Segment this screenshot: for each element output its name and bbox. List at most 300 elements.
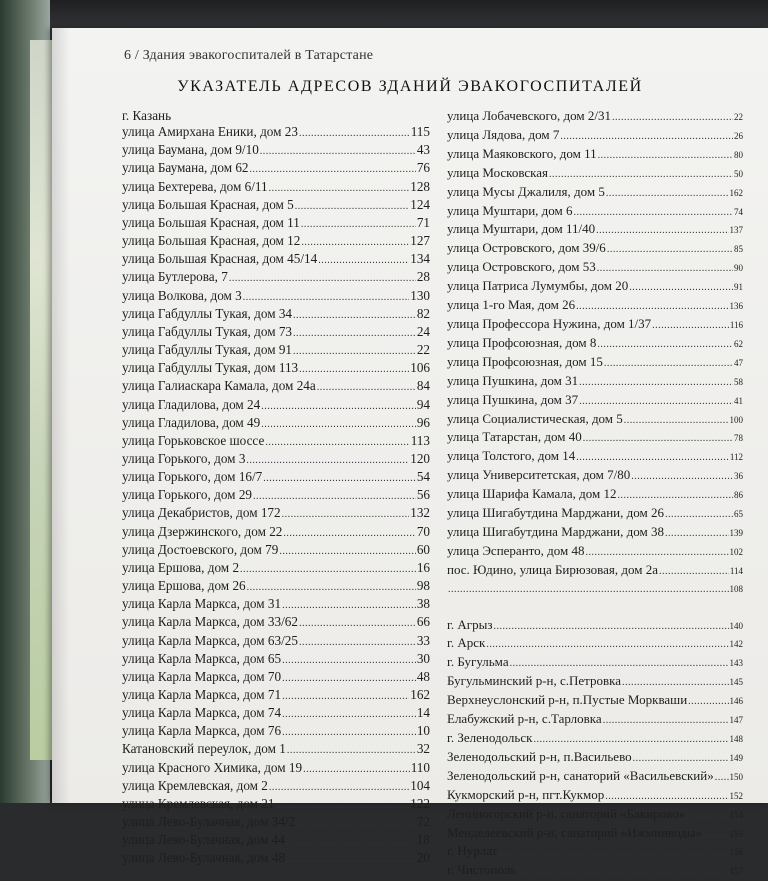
entry-name: улица Декабристов, дом 172 [122,505,281,521]
index-entry [447,654,743,673]
dot-leader [493,619,728,636]
index-entry [447,806,743,825]
dot-leader [282,707,416,723]
dot-leader [261,399,416,415]
dot-leader [686,808,728,825]
entry-name: улица Красного Химика, дом 19 [122,759,303,775]
entry-name: улица Галиаскара Камала, дом 24а [122,378,316,394]
dot-leader [318,253,409,269]
entry-name: улица Эсперанто, дом 48 [447,542,585,558]
entry-page-number: 149 [729,752,743,763]
index-entry [122,796,430,814]
entry-name: улица Бутлерова, 7 [122,269,228,285]
entry-page-number: 94 [416,396,430,412]
entry-page-number: 145 [729,677,743,688]
index-entry [122,288,430,306]
dot-leader [269,181,410,197]
entry-name: улица Профсоюзная, дом 8 [447,334,597,350]
dot-leader [703,827,729,844]
index-entry [447,297,743,316]
dot-leader [579,375,733,392]
index-entry [122,469,430,487]
index-entry [447,562,743,581]
entry-name: Лениногорский р-н, санаторий «Бакирово» [447,805,686,821]
index-entry [122,215,430,233]
entry-page-number: 47 [734,357,743,368]
dot-leader [549,167,733,184]
entry-page-number: 20 [416,850,430,866]
dot-leader [301,217,416,233]
entry-name: улица Карла Маркса, дом 70 [122,668,282,684]
index-entry [447,749,743,768]
dot-leader [240,562,416,578]
dot-leader [665,526,729,543]
dot-leader [293,326,416,342]
entry-page-number: 155 [729,828,743,839]
entry-name: улица Социалистическая, дом 5 [447,410,623,426]
spine-shadow [52,28,70,803]
index-entry [122,524,430,542]
index-entry [122,179,430,197]
entry-page-number: 82 [416,305,430,321]
entry-page-number: 130 [410,287,430,303]
entry-page-number: 147 [729,715,743,726]
dot-leader [560,129,733,146]
entry-page-number: 22 [416,342,430,358]
entry-page-number: 14 [416,705,430,721]
entry-page-number: 136 [729,301,743,312]
dot-leader [299,126,410,142]
entry-name: улица Габдуллы Тукая, дом 34 [122,305,293,321]
entry-page-number: 84 [416,378,430,394]
entry-name: улица Карла Маркса, дом 71 [122,687,282,702]
index-entry [122,633,430,651]
index-entry [122,160,430,178]
entry-name: улица Большая Красная, дом 12 [122,233,301,249]
entry-page-number: 65 [734,509,743,520]
dot-leader [498,845,728,862]
index-entry [122,651,430,669]
entry-page-number: 162 [729,187,743,198]
dot-leader [286,834,416,850]
dot-leader [688,694,728,711]
dot-leader [282,507,410,523]
entry-name: улица Достоевского, дом 79 [122,541,279,557]
entry-page-number: 116 [729,319,743,330]
running-head: 6 / Здания эвакогоспиталей в Татарстане [124,48,374,63]
entry-name: Катановский переулок, дом 1 [122,741,286,757]
index-entry [122,142,430,160]
entry-name: улица Островского, дом 53 [447,259,596,275]
entry-page-number: 50 [734,168,743,179]
entry-page-number: 114 [729,565,743,576]
entry-name: улица Муштари, дом 6 [447,202,573,218]
index-entry [447,335,743,354]
entry-page-number: 148 [729,734,743,744]
dot-leader [229,271,416,287]
right-column [447,108,743,881]
dot-leader [624,413,729,430]
dot-leader [596,223,728,240]
page-title: УКАЗАТЕЛЬ АДРЕСОВ ЗДАНИЙ ЭВАКОГОСПИТАЛЕЙ [177,78,643,95]
index-entry [122,360,430,378]
entry-page-number: 70 [416,523,430,539]
index-entry [122,306,430,324]
index-entry [447,354,743,373]
dot-leader [246,453,409,469]
entry-page-number: 66 [416,614,430,630]
entry-page-number: 16 [416,559,430,575]
dot-leader [260,144,416,160]
right-column-regions [447,617,743,881]
entry-name: улица Волкова, дом 3 [122,287,242,303]
entry-page-number: 33 [416,632,430,648]
dot-leader [286,852,416,868]
entry-page-number: 38 [416,596,430,612]
entry-name: улица Лядова, дом 7 [447,126,560,142]
index-entry [122,578,430,596]
dot-leader [279,544,416,560]
dot-leader [247,580,416,596]
index-entry [447,862,743,881]
index-entry [122,233,430,251]
dot-leader [622,675,728,692]
entry-page-number: 152 [729,790,743,801]
left-column [122,108,430,869]
dot-leader [253,489,416,505]
entry-name: г. Казань [122,108,172,123]
index-entry [447,429,743,448]
entry-name: улица Горького, дом 16/7 [122,469,263,485]
entry-page-number: 28 [416,269,430,285]
entry-name: улица Горьковское шоссе [122,432,265,448]
entry-name: улица Патриса Лумумбы, дом 20 [447,278,629,294]
entry-name: улица 1-го Мая, дом 26 [447,297,576,313]
entry-name: улица Гладилова, дом 49 [122,414,261,430]
entry-name: г. Арск [447,635,486,651]
entry-page-number: 72 [416,814,430,830]
entry-page-number: 120 [410,450,430,466]
dot-leader [295,199,409,215]
entry-page-number: 74 [734,206,743,217]
dot-leader [665,507,733,524]
index-entry [447,127,743,146]
dot-leader [574,205,733,222]
entry-name: улица Дзержинского, дом 22 [122,523,283,539]
entry-name: улица Бехтерева, дом 6/11 [122,178,268,194]
dot-leader [631,469,733,486]
index-entry [122,197,430,215]
index-entry [122,850,430,868]
dot-leader [576,450,729,467]
entry-name: улица Толстого, дом 14 [447,448,576,464]
entry-name: Кукморский р-н, пгт.Кукмор [447,786,605,802]
index-entry [447,505,743,524]
dot-leader [629,280,733,297]
entry-name: улица Ершова, дом 26 [122,578,246,594]
index-entry [447,825,743,844]
entry-name: улица Карла Маркса, дом 65 [122,650,282,666]
entry-name: улица Шигабутдина Марджани, дом 38 [447,523,664,539]
index-entry [122,433,430,451]
entry-name: пос. Юдино, улица Бирюзовая, дом 2а [447,561,658,577]
dot-leader [597,261,733,278]
entry-page-number: 58 [734,376,743,387]
index-entry [122,814,430,832]
index-entry [122,269,430,287]
dot-leader [517,864,728,881]
entry-name: улица Пушкина, дом 31 [447,372,579,388]
entry-page-number: 112 [729,452,743,463]
entry-name: г. Чистополь [447,862,517,878]
entry-page-number: 142 [729,639,743,650]
dot-leader [606,186,729,203]
dot-leader [510,656,729,673]
index-entry [447,843,743,862]
dot-leader [299,635,416,651]
entry-page-number: 127 [410,233,430,249]
index-entry [447,108,743,127]
index-entry [447,316,743,335]
dot-leader [276,798,410,814]
entry-name: улица Большая Красная, дом 45/14 [122,251,318,267]
index-entry [447,448,743,467]
dot-leader [659,564,729,581]
dot-leader [296,816,416,832]
dot-leader [243,290,409,306]
entry-name: Верхнеуслонский р-н, п.Пустые Моркваши [447,692,688,708]
entry-page-number: 90 [734,263,743,274]
entry-page-number: 134 [410,251,430,267]
index-entry [447,373,743,392]
index-entry [447,768,743,787]
index-entry [122,560,430,578]
entry-name: улица Баумана, дом 9/10 [122,142,259,158]
book-page [52,28,768,878]
index-entry [447,543,743,562]
index-entry [447,259,743,278]
dot-leader [597,337,733,354]
entry-page-number: 124 [410,196,430,212]
dot-leader [301,235,409,251]
entry-page-number: 139 [729,527,743,538]
entry-page-number: 62 [734,338,743,349]
entry-name: Бугульминский р-н, с.Петровка [447,673,622,689]
entry-name: Зеленодольский р-н, санаторий «Васильевский» [447,767,714,783]
entry-page-number: 36 [734,471,743,482]
dot-leader [282,725,416,741]
dot-leader [293,308,416,324]
entry-page-number: 108 [729,583,743,594]
entry-name: г. Бугульма [447,654,509,670]
entry-name: улица Горького, дом 29 [122,487,253,503]
entry-name: Елабужский р-н, с.Тарловка [447,711,602,727]
entry-page-number: 106 [410,360,430,376]
entry-name: г. Зеленодольск [447,730,533,745]
entry-page-number: 54 [416,469,430,485]
entry-page-number: 104 [410,777,430,793]
entry-page-number: 154 [729,809,743,820]
index-entry [447,240,743,259]
dot-leader [293,344,416,360]
index-entry [447,730,743,749]
entry-name: улица Гладилова, дом 24 [122,396,261,412]
entry-page-number: 18 [416,832,430,848]
entry-page-number: 43 [416,142,430,158]
entry-page-number: 115 [410,124,430,140]
entry-name: улица Карла Маркса, дом 33/62 [122,614,298,630]
entry-page-number: 76 [416,160,430,176]
dot-leader [299,616,416,632]
entry-page-number: 60 [416,541,430,557]
entry-name: улица Габдуллы Тукая, дом 73 [122,323,293,339]
entry-name: улица Габдуллы Тукая, дом 91 [122,342,293,358]
entry-name: улица Карла Маркса, дом 63/25 [122,632,298,648]
dot-leader [605,789,728,806]
dot-leader [317,380,416,396]
entry-page-number: 26 [734,130,743,141]
entry-page-number: 100 [729,414,743,425]
index-entry [122,487,430,505]
entry-page-number: 56 [416,487,430,503]
index-entry [447,711,743,730]
dot-leader [282,598,416,614]
index-entry [122,108,430,124]
dot-leader [299,362,409,378]
dot-leader [607,242,733,259]
dot-leader [579,394,733,411]
entry-name: улица Баумана, дом 62 [122,160,249,176]
entry-name: улица Профсоюзная, дом 15 [447,353,603,369]
dot-leader [448,582,729,599]
index-entry [447,203,743,222]
entry-page-number: 91 [734,282,743,293]
entry-page-number: 41 [734,395,743,406]
dot-leader [598,148,733,165]
dot-leader [652,318,729,335]
index-entry [122,778,430,796]
entry-name: улица Мусы Джалиля, дом 5 [447,183,605,199]
index-entry [122,124,430,142]
index-entry [447,486,743,505]
index-entry [122,669,430,687]
entry-page-number: 98 [416,578,430,594]
entry-name: улица Амирхана Еники, дом 23 [122,124,298,140]
entry-name: улица Лево-Булачная, дом 34/2 [122,814,296,830]
entry-page-number: 80 [734,149,743,160]
dot-leader [612,110,733,127]
entry-name: улица Лево-Булачная, дом 44 [122,832,285,848]
dot-leader [633,751,729,768]
dot-leader [486,637,728,654]
dot-leader [250,162,416,178]
index-entry [122,741,430,759]
index-entry [447,392,743,411]
entry-name: улица Карла Маркса, дом 31 [122,596,282,612]
index-entry [122,324,430,342]
entry-name: улица Университетская, дом 7/80 [447,467,631,483]
entry-name: Менделеевский р-н, санаторий «Ижминводы» [447,824,702,840]
index-entry [447,581,743,599]
entry-name: улица Островского, дом 39/6 [447,240,606,256]
entry-page-number: 113 [410,432,430,448]
entry-page-number: 143 [729,658,743,669]
entry-page-number: 102 [729,546,743,557]
entry-name: улица Горького, дом 3 [122,450,246,466]
entry-name: улица Кремлевская, дом 2 [122,777,268,793]
index-entry [447,673,743,692]
entry-page-number: 146 [729,696,743,707]
entry-page-number: 86 [734,490,743,501]
dot-leader [287,743,416,759]
entry-page-number: 122 [410,795,430,811]
entry-name: улица Лобачевского, дом 2/31 [447,108,611,123]
entry-name: улица Московская [447,164,549,180]
dot-leader [715,770,729,787]
entry-page-number: 22 [734,112,743,122]
index-entry [122,705,430,723]
index-entry [447,467,743,486]
index-entry [447,692,743,711]
entry-name: Зеленодольский р-н, п.Васильево [447,748,632,764]
entry-name: г. Нурлат [447,843,498,859]
index-entry [122,687,430,705]
dot-leader [269,780,409,796]
entry-page-number: 140 [729,620,743,631]
entry-name: улица Большая Красная, дом 11 [122,214,300,230]
index-entry [122,397,430,415]
dot-leader [265,435,409,451]
index-entry [122,760,430,778]
dot-leader [263,471,416,487]
entry-name: улица Большая Красная, дом 5 [122,196,294,212]
entry-page-number: 110 [410,759,430,775]
index-entry [122,342,430,360]
entry-name: улица Карла Маркса, дом 74 [122,705,282,721]
entry-name: улица Габдуллы Тукая, дом 113 [122,360,299,376]
right-column-kazan [447,108,743,599]
dot-leader [576,299,728,316]
dot-leader [261,417,416,433]
index-entry [122,251,430,269]
dot-leader [282,671,416,687]
index-entry [122,542,430,560]
index-entry [447,635,743,654]
entry-page-number: 24 [416,323,430,339]
index-entry [447,278,743,297]
index-entry [122,832,430,850]
dot-leader [586,545,729,562]
dot-leader [303,762,410,778]
index-entry [447,146,743,165]
entry-page-number: 156 [729,847,743,858]
index-entry [122,415,430,433]
entry-name: улица Шигабутдина Марджани, дом 26 [447,505,664,521]
index-entry [122,378,430,396]
index-entry [447,221,743,240]
entry-page-number: 132 [410,505,430,521]
index-entry [122,614,430,632]
dot-leader [603,713,729,730]
dot-leader [282,689,409,705]
index-entry [447,165,743,184]
index-entry [122,596,430,614]
entry-name: улица Муштари, дом 11/40 [447,221,596,237]
dot-leader [604,356,733,373]
index-entry [447,411,743,430]
entry-page-number: 48 [416,668,430,684]
entry-page-number: 30 [416,650,430,666]
